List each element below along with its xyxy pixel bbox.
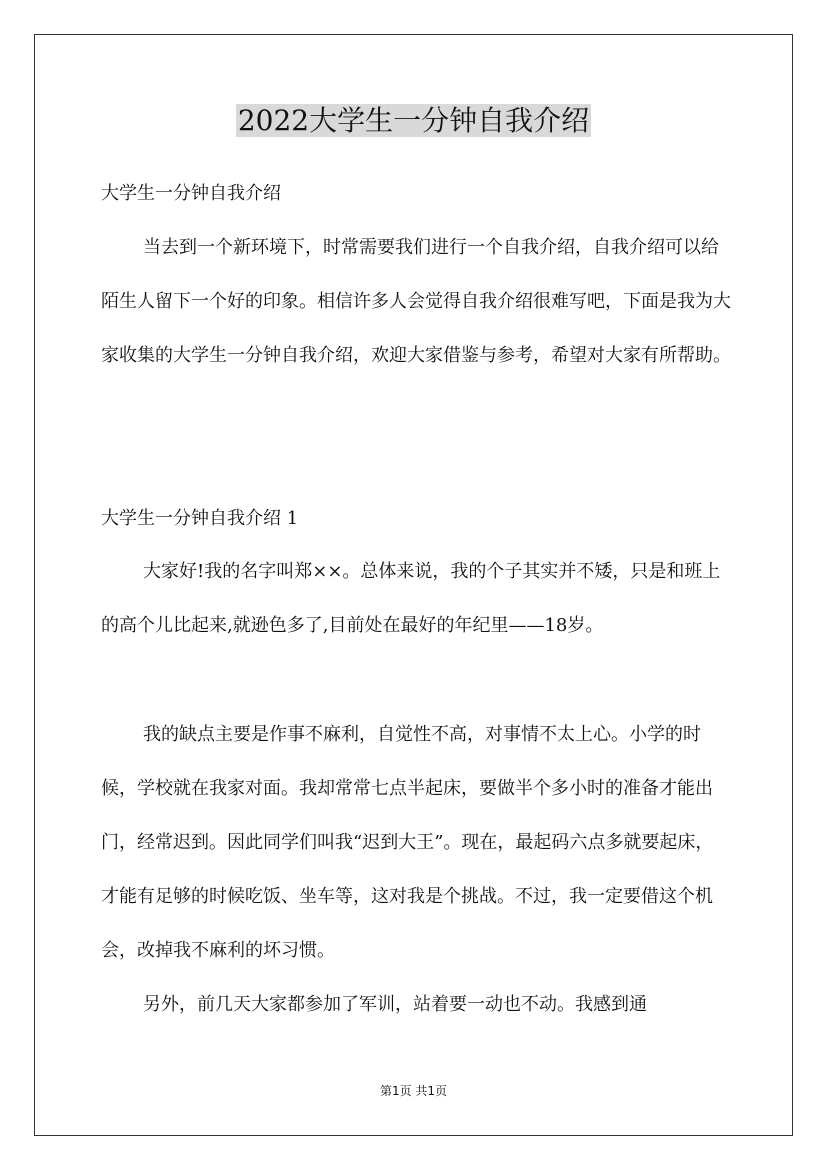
paragraph-3: 另外，前几天大家都参加了军训，站着要一动也不动。我感到通 xyxy=(143,994,647,1015)
paragraph-2: 我的缺点主要是作事不麻利，自觉性不高，对事情不太上心。小学的时候，学校就在我家对面。我却常常七点半起床，要做半个多小时的准备才能出门，经常迟到。因此同学们叫我“迟到大王”。现在，最起码六点多就要起床，才能有足够的时候吃饭、坐车等，这对我是个挑战。不过，我一定要借这个机会，改掉我不麻利的坏习惯。 xyxy=(101,724,714,961)
section-subtitle-1: 大学生一分钟自我介绍 1 xyxy=(101,508,299,529)
document-title xyxy=(0,101,827,141)
page-number: 第1页 共1页 xyxy=(379,1084,448,1098)
page-footer xyxy=(0,1083,827,1099)
intro-paragraph: 当去到一个新环境下，时常需要我们进行一个自我介绍，自我介绍可以给陌生人留下一个好的印象。相信许多人会觉得自我介绍很难写吧，下面是我为大家收集的大学生一分钟自我介绍，欢迎大家借鉴与参考，希望对大家有所帮助。 xyxy=(101,237,731,366)
document-title-text: 2022大学生一分钟自我介绍 xyxy=(237,104,590,137)
section-subtitle-intro: 大学生一分钟自我介绍 xyxy=(101,183,281,204)
paragraph-1: 大家好!我的名字叫郑××。总体来说，我的个子其实并不矮，只是和班上的高个儿比起来,就逊色多了,目前处在最好的年纪里——18岁。 xyxy=(101,561,721,636)
